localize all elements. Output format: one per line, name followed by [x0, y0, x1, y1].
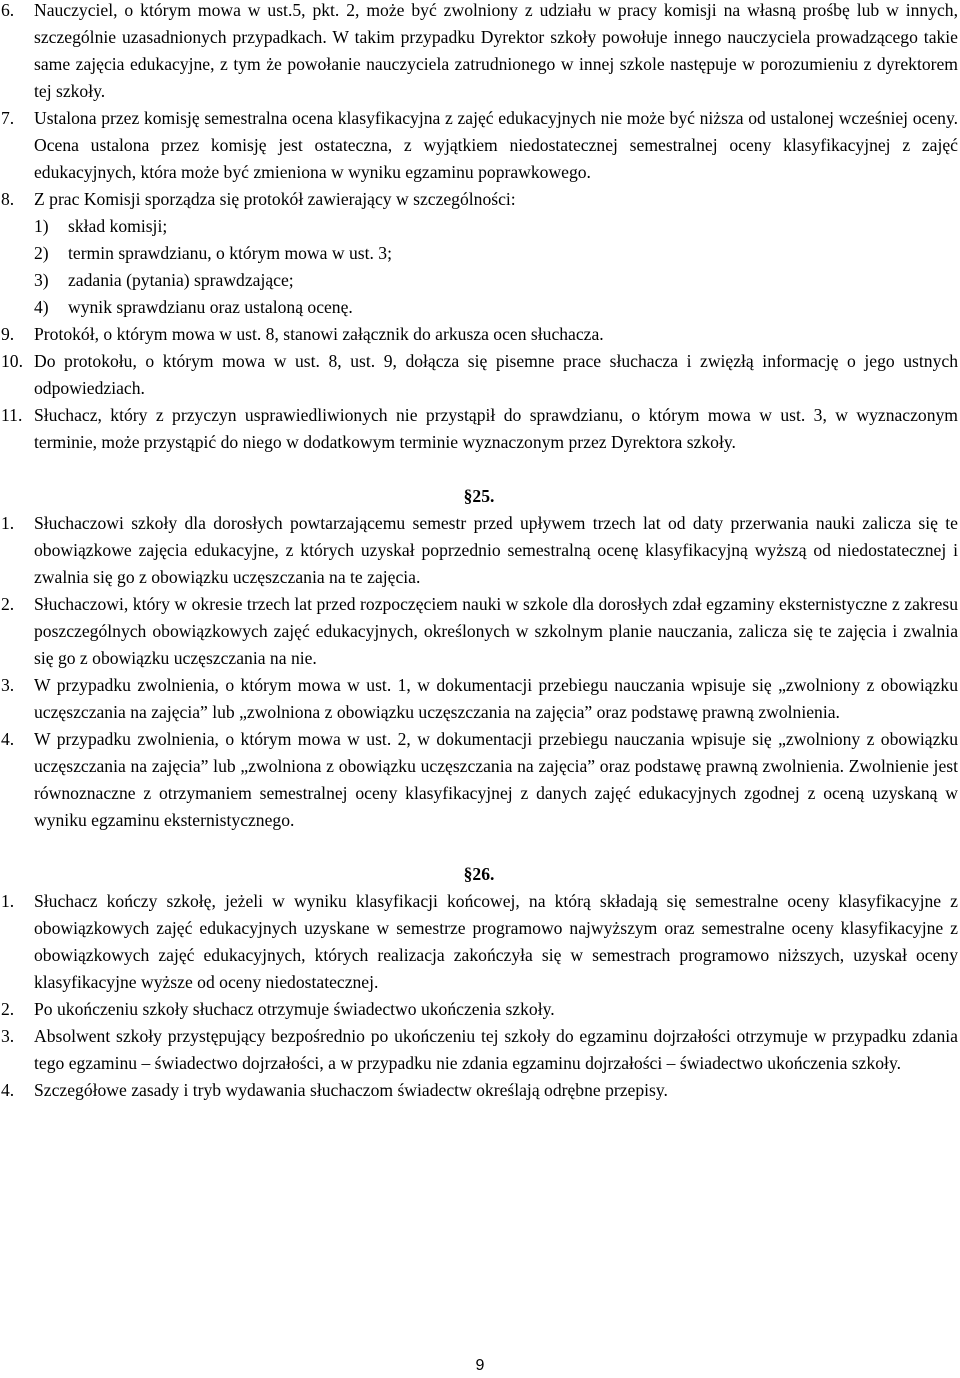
section-heading: §25. — [463, 486, 495, 506]
list-item — [0, 348, 958, 402]
item-number: 2. — [1, 594, 15, 614]
item-text: Protokół, o którym mowa w ust. 8, stanowi załącznik do arkusza ocen słuchacza. — [34, 324, 604, 344]
sub-list-item — [34, 240, 958, 267]
sub-item-text: termin sprawdzianu, o którym mowa w ust. 3; — [68, 243, 392, 263]
list-item — [0, 321, 958, 348]
list-item — [0, 1077, 958, 1104]
item-text: W przypadku zwolnienia, o którym mowa w ust. 2, w dokumentacji przebiegu nauczania wpisuje się „zwolniony z obowiązku uczęszczania na zajęcia” lub „zwolniona z obowiązku uczęszczania na zajęcia” oraz podstawę prawną zwolnienia. Zwolnienie jest równoznaczne z otrzymaniem semestralnej oceny klasyfikacyjnej z danych zajęć edukacyjnych zgodnej z oceną uzyskaną w wyniku egzaminu eksternistycznego. — [34, 729, 958, 830]
list-item — [0, 672, 958, 726]
item-body — [34, 1077, 958, 1104]
sub-list-item — [34, 294, 958, 321]
item-text: Absolwent szkoły przystępujący bezpośrednio po ukończeniu tej szkoły do egzaminu dojrzałości otrzymuje w przypadku zdania tego egzaminu – świadectwo dojrzałości, a w przypadku nie zdania egzaminu dojrzałości – świadectwo ukończenia szkoły. — [34, 1026, 958, 1073]
item-text: Ustalona przez komisję semestralna ocena klasyfikacyjna z zajęć edukacyjnych nie może być niższa od ustalonej wcześniej oceny. Ocena ustalona przez komisję jest ostateczna, z wyjątkiem niedostatecznej semestralnej oceny klasyfikacyjnej z zajęć edukacyjnych, która może być zmieniona w wyniku egzaminu poprawkowego. — [34, 108, 958, 182]
item-number: 6. — [1, 0, 15, 20]
item-body — [34, 348, 958, 402]
item-body — [34, 726, 958, 834]
section-heading: §26. — [463, 864, 495, 884]
list-item — [0, 888, 958, 996]
sub-item-text: zadania (pytania) sprawdzające; — [68, 270, 294, 290]
item-text: Słuchacz kończy szkołę, jeżeli w wyniku klasyfikacji końcowej, na którą składają się semestralne oceny klasyfikacyjne z obowiązkowych zajęć edukacyjnych uzyskane w semestrze programowo najwyższym oraz semestralne oceny klasyfikacyjne z obowiązkowych zajęć edukacyjnych, których realizacja zakończyła się w semestrach programowo niższych, uzyskał oceny klasyfikacyjne wyższe od oceny niedostatecznej. — [34, 891, 958, 992]
sub-item-number: 1) — [34, 216, 49, 236]
item-number: 8. — [1, 189, 15, 209]
list-item — [0, 996, 958, 1023]
item-number: 4. — [1, 1080, 15, 1100]
item-body — [34, 402, 958, 456]
sub-item-number: 3) — [34, 270, 49, 290]
item-body — [34, 888, 958, 996]
item-text: Słuchaczowi, który w okresie trzech lat przed rozpoczęciem nauki w szkole dla dorosłych zdał egzaminy eksternistyczne z zakresu poszczególnych obowiązkowych zajęć edukacyjnych, określonych w szkolnym planie nauczania, zalicza się te zajęcia i zwalnia się go z obowiązku uczęszczania na nie. — [34, 594, 958, 668]
sub-item-number: 4) — [34, 297, 49, 317]
item-number: 2. — [1, 999, 15, 1019]
section-spacer — [0, 834, 958, 861]
sub-item-number: 2) — [34, 243, 49, 263]
item-text: Z prac Komisji sporządza się protokół zawierający w szczególności: — [34, 189, 516, 209]
sub-list-item — [34, 267, 958, 294]
sub-list-item — [34, 213, 958, 240]
item-number: 9. — [1, 324, 15, 344]
section-spacer — [0, 456, 958, 483]
sub-item-text: wynik sprawdzianu oraz ustaloną ocenę. — [68, 297, 353, 317]
item-number: 1. — [1, 891, 15, 911]
item-body — [34, 591, 958, 672]
item-body — [34, 186, 958, 321]
item-text: Szczegółowe zasady i tryb wydawania słuchaczom świadectw określają odrębne przepisy. — [34, 1080, 668, 1100]
item-body — [34, 510, 958, 591]
item-number: 3. — [1, 675, 15, 695]
list-item — [0, 726, 958, 834]
list-item — [0, 591, 958, 672]
item-body — [34, 1023, 958, 1077]
item-text: Nauczyciel, o którym mowa w ust.5, pkt. 2, może być zwolniony z udziału w pracy komisji na własną prośbę lub w innych, szczególnie uzasadnionych przypadkach. W takim przypadku Dyrektor szkoły powołuje innego nauczyciela prowadzącego takie same zajęcia edukacyjne, z tym że powołanie nauczyciela zatrudnionego w innej szkole następuje w porozumieniu z dyrektorem tej szkoły. — [34, 0, 958, 101]
item-body — [34, 672, 958, 726]
item-number: 7. — [1, 108, 15, 128]
list-item — [0, 510, 958, 591]
item-number: 1. — [1, 513, 15, 533]
item-number: 11. — [1, 405, 23, 425]
item-text: Po ukończeniu szkoły słuchacz otrzymuje świadectwo ukończenia szkoły. — [34, 999, 555, 1019]
item-body — [34, 996, 958, 1023]
list-item — [0, 0, 958, 105]
item-number: 10. — [1, 351, 23, 371]
list-item — [0, 105, 958, 186]
item-body — [34, 321, 958, 348]
item-body — [34, 105, 958, 186]
item-number: 4. — [1, 729, 15, 749]
item-text: Słuchacz, który z przyczyn usprawiedliwionych nie przystąpił do sprawdzianu, o którym mowa w ust. 3, w wyznaczonym terminie, może przystąpić do niego w dodatkowym terminie wyznaczonym przez Dyrektora szkoły. — [34, 405, 958, 452]
item-body — [34, 0, 958, 105]
item-number: 3. — [1, 1026, 15, 1046]
page-number: 9 — [475, 1357, 485, 1374]
item-text: W przypadku zwolnienia, o którym mowa w ust. 1, w dokumentacji przebiegu nauczania wpisuje się „zwolniony z obowiązku uczęszczania na zajęcia” lub „zwolniona z obowiązku uczęszczania na zajęcia” oraz podstawę prawną zwolnienia. — [34, 675, 958, 722]
list-item — [0, 402, 958, 456]
item-text: Słuchaczowi szkoły dla dorosłych powtarzającemu semestr przed upływem trzech lat od daty przerwania nauki zalicza się te obowiązkowe zajęcia edukacyjne, z których uzyskał poprzednio semestralną ocenę klasyfikacyjną wyższą od niedostatecznej i zwalnia się go z obowiązku uczęszczania na te zajęcia. — [34, 513, 958, 587]
list-item — [0, 1023, 958, 1077]
list-item — [0, 186, 958, 321]
item-text: Do protokołu, o którym mowa w ust. 8, ust. 9, dołącza się pisemne prace słuchacza i zwięzłą informację o jego ustnych odpowiedziach. — [34, 351, 958, 398]
sub-item-text: skład komisji; — [68, 216, 168, 236]
